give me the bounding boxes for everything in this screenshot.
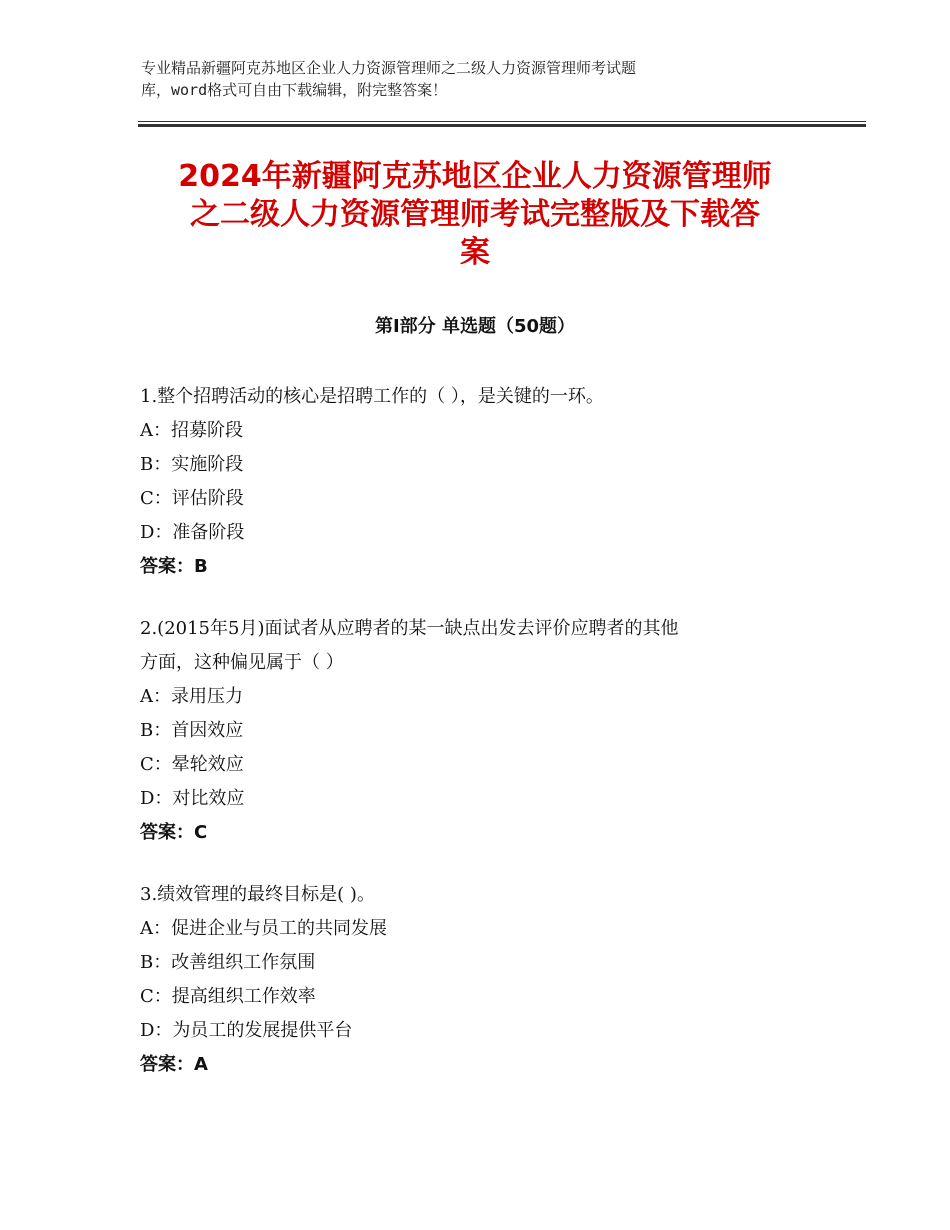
- header-note-line: 专业精品新疆阿克苏地区企业人力资源管理师之二级人力资源管理师考试题: [141, 59, 637, 77]
- question-item: [140, 878, 820, 1082]
- option-b: B：实施阶段: [140, 454, 244, 475]
- option-a: A：促进企业与员工的共同发展: [140, 918, 387, 939]
- option-c: C：评估阶段: [140, 488, 244, 509]
- title-line: 之二级人力资源管理师考试完整版及下载答: [190, 197, 760, 232]
- answer-label: 答案：C: [140, 822, 208, 843]
- option-a: A：录用压力: [140, 686, 243, 707]
- title-line: 案: [460, 235, 490, 270]
- option-c: C：提高组织工作效率: [140, 986, 316, 1007]
- option-b: B：首因效应: [140, 720, 244, 741]
- answer-label: 答案：B: [140, 556, 208, 577]
- document-title: [120, 158, 830, 272]
- header-divider-thin: [138, 121, 866, 122]
- question-item: [140, 380, 820, 584]
- option-d: D：准备阶段: [140, 522, 245, 543]
- header-note-line: 库，word格式可自由下载编辑，附完整答案！: [141, 81, 448, 99]
- section-title: 第Ⅰ部分 单选题（50题）: [374, 316, 575, 337]
- option-c: C：晕轮效应: [140, 754, 244, 775]
- option-b: B：改善组织工作氛围: [140, 952, 316, 973]
- question-text: 方面，这种偏见属于（ ）: [140, 652, 344, 673]
- header-note: [141, 57, 781, 101]
- title-line: 2024年新疆阿克苏地区企业人力资源管理师: [178, 159, 772, 194]
- option-d: D：为员工的发展提供平台: [140, 1020, 353, 1041]
- header-divider-thick: [138, 124, 866, 127]
- option-d: D：对比效应: [140, 788, 245, 809]
- question-item: [140, 612, 820, 850]
- question-text: 3.绩效管理的最终目标是( )。: [140, 884, 375, 905]
- option-a: A：招募阶段: [140, 420, 243, 441]
- question-list: [140, 380, 820, 1110]
- question-text: 2.(2015年5月)面试者从应聘者的某一缺点出发去评价应聘者的其他: [140, 618, 679, 639]
- question-text: 1.整个招聘活动的核心是招聘工作的（ ），是关键的一环。: [140, 386, 604, 407]
- answer-label: 答案：A: [140, 1054, 208, 1075]
